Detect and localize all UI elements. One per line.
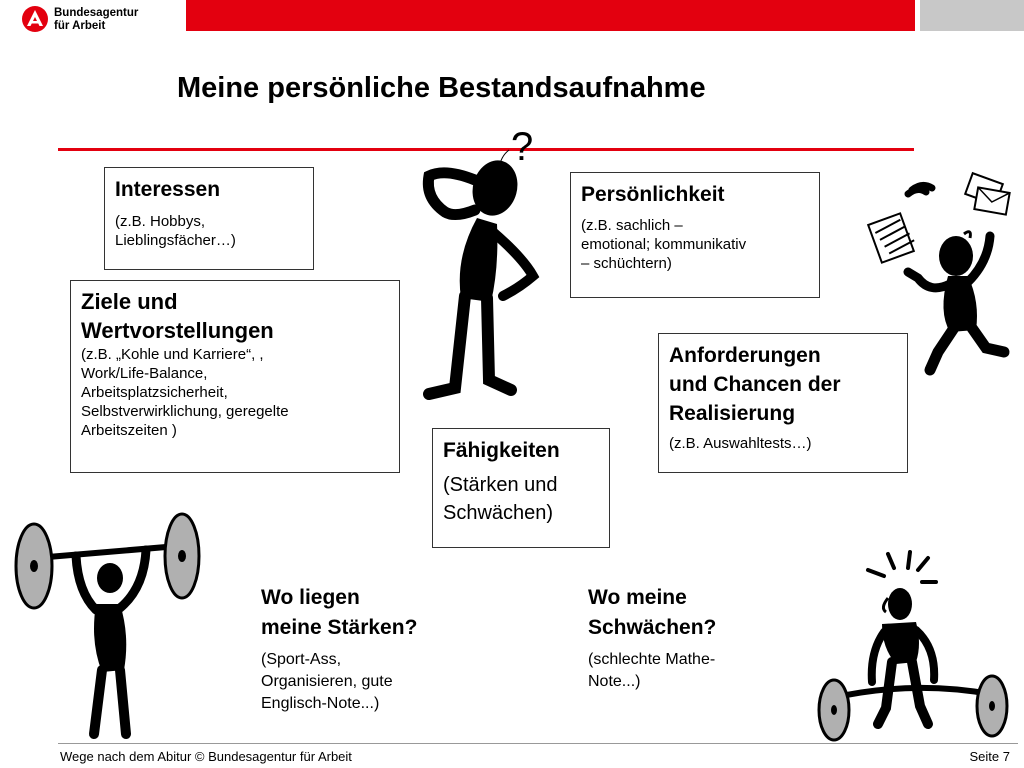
box-anforderungen-title bbox=[669, 341, 897, 428]
agency-logo-text bbox=[54, 7, 138, 33]
question-schwaechen-line: (schlechte Mathe- bbox=[588, 651, 716, 668]
barbell-icon bbox=[16, 514, 199, 608]
footer-divider bbox=[58, 743, 1018, 744]
box-interessen-title: Interessen bbox=[115, 178, 221, 201]
thinking-figure-illustration bbox=[415, 125, 555, 418]
box-persoenlichkeit-line: (z.B. sachlich – bbox=[581, 217, 683, 234]
header-red-bar bbox=[186, 0, 915, 31]
box-persoenlichkeit bbox=[570, 172, 820, 298]
mail-icon bbox=[965, 173, 1009, 214]
box-ziele-line: Selbstverwirklichung, geregelte bbox=[81, 403, 289, 420]
question-staerken-line: (Sport-Ass, bbox=[261, 651, 342, 668]
box-interessen-text bbox=[115, 212, 303, 250]
header-grey-bar bbox=[920, 0, 1024, 31]
question-staerken-title-line: Wo liegen bbox=[261, 586, 360, 609]
box-ziele bbox=[70, 280, 400, 473]
box-persoenlichkeit-line: emotional; kommunikativ bbox=[581, 236, 747, 253]
box-faehigkeiten-title: Fähigkeiten bbox=[443, 439, 560, 462]
box-persoenlichkeit-text bbox=[581, 216, 809, 273]
page-number: Seite 7 bbox=[969, 749, 1010, 764]
weightlifter-weak-illustration bbox=[812, 548, 1012, 743]
papers-icon bbox=[868, 213, 915, 262]
box-ziele-line: Work/Life-Balance, bbox=[81, 365, 208, 382]
juggling-figure-illustration bbox=[868, 172, 1018, 382]
box-ziele-text bbox=[81, 345, 389, 440]
slide-title: Meine persönliche Bestandsaufnahme bbox=[177, 72, 706, 104]
box-anforderungen-text bbox=[669, 434, 897, 453]
agency-logo bbox=[22, 4, 172, 36]
question-staerken-text bbox=[261, 649, 491, 715]
barbell-icon bbox=[819, 676, 1007, 740]
box-ziele-title-line: Ziele und bbox=[81, 289, 178, 314]
box-ziele-line: Arbeitszeiten ) bbox=[81, 422, 177, 439]
box-anforderungen-title-line: Anforderungen bbox=[669, 344, 821, 367]
box-ziele-title bbox=[81, 287, 389, 345]
logo-line-2: für Arbeit bbox=[54, 20, 106, 32]
stress-lines-icon bbox=[868, 552, 936, 582]
footer-text: Wege nach dem Abitur © Bundesagentur für Arbeit bbox=[60, 749, 352, 764]
question-schwaechen-text bbox=[588, 649, 788, 693]
box-persoenlichkeit-line: – schüchtern) bbox=[581, 255, 672, 272]
box-anforderungen-title-line: Realisierung bbox=[669, 402, 796, 425]
box-interessen-line: Lieblingsfächer…) bbox=[115, 232, 236, 249]
question-schwaechen-title-line: Wo meine bbox=[588, 586, 687, 609]
question-staerken bbox=[261, 583, 491, 715]
question-schwaechen bbox=[588, 583, 788, 693]
agency-logo-icon bbox=[22, 6, 48, 32]
box-interessen bbox=[104, 167, 314, 270]
box-ziele-title-line: Wertvorstellungen bbox=[81, 318, 274, 343]
question-staerken-title-line: meine Stärken? bbox=[261, 616, 418, 639]
box-anforderungen-line: (z.B. Auswahltests…) bbox=[669, 435, 812, 452]
question-schwaechen-title-line: Schwächen? bbox=[588, 616, 717, 639]
weightlifter-strong-illustration bbox=[6, 512, 206, 742]
box-anforderungen-title-line: und Chancen der bbox=[669, 373, 841, 396]
question-schwaechen-line: Note...) bbox=[588, 673, 641, 690]
box-faehigkeiten-text bbox=[443, 471, 599, 527]
question-staerken-title bbox=[261, 583, 491, 643]
box-ziele-line: Arbeitsplatzsicherheit, bbox=[81, 384, 228, 401]
box-interessen-line: (z.B. Hobbys, bbox=[115, 213, 206, 230]
question-staerken-line: Organisieren, gute bbox=[261, 673, 393, 690]
box-persoenlichkeit-title: Persönlichkeit bbox=[581, 183, 725, 206]
question-staerken-line: Englisch-Note...) bbox=[261, 695, 380, 712]
logo-line-1: Bundesagentur bbox=[54, 7, 139, 19]
question-schwaechen-title bbox=[588, 583, 788, 643]
box-faehigkeiten bbox=[432, 428, 610, 548]
box-faehigkeiten-line: (Stärken und bbox=[443, 474, 558, 496]
box-faehigkeiten-line: Schwächen) bbox=[443, 502, 554, 524]
question-mark-text: ? bbox=[511, 125, 534, 169]
box-ziele-line: (z.B. „Kohle und Karriere“, , bbox=[81, 346, 264, 363]
